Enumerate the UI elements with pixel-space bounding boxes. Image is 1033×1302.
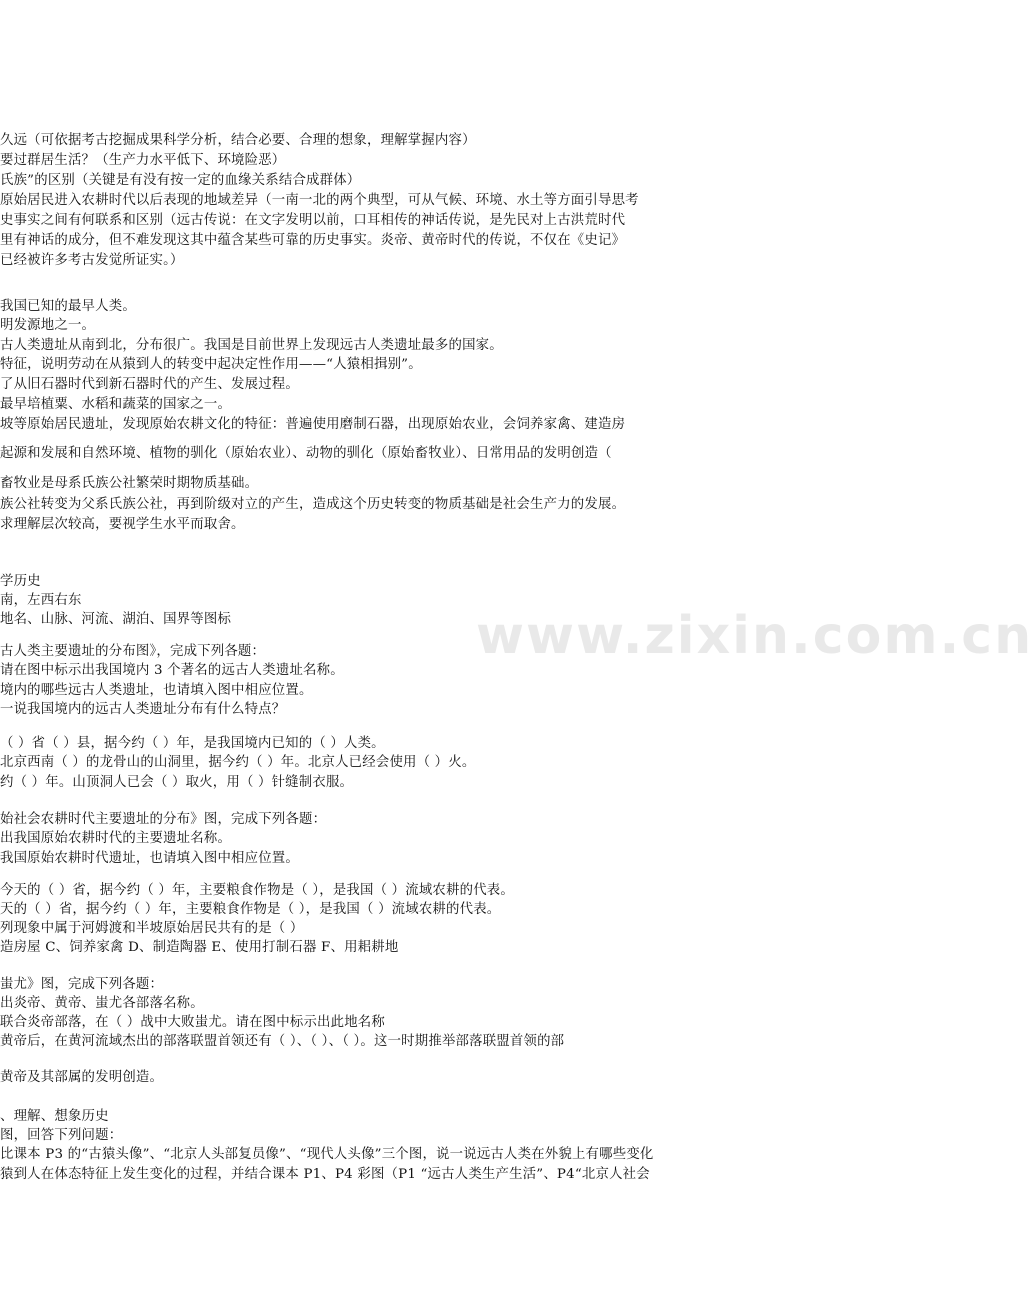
text-line: 黄帝后，在黄河流域杰出的部落联盟首领还有（ ）、（ ）、（ ）。这一时期推举部落联盟首领的部 [0, 1034, 565, 1049]
text-line: 北京西南（ ）的龙骨山的山洞里，据今约（ ）年。北京人已经会使用（ ）火。 [0, 755, 476, 770]
text-line: 联合炎帝部落，在（ ）战中大败蚩尤。请在图中标示出此地名称 [0, 1015, 385, 1030]
text-line: 学历史 [0, 574, 41, 589]
text-line: 蚩尤》图，完成下列各题： [0, 977, 164, 992]
text-line: 造房屋 C、饲养家禽 D、制造陶器 E、使用打制石器 F、用耜耕地 [0, 940, 399, 955]
text-line: 史事实之间有何联系和区别（远古传说：在文字发明以前，口耳相传的神话传说，是先民对上古洪荒时代 [0, 213, 626, 228]
text-line: 地名、山脉、河流、湖泊、国界等图标 [0, 612, 232, 627]
text-line: 南，左西右东 [0, 593, 82, 608]
text-line: 原始居民进入农耕时代以后表现的地域差异（一南一北的两个典型，可从气候、环境、水土等方面引导思考 [0, 193, 639, 208]
text-line: 我国原始农耕时代遗址，也请填入图中相应位置。 [0, 851, 299, 866]
text-line: 、理解、想象历史 [0, 1109, 109, 1124]
text-line: 族公社转变为父系氏族公社，再到阶级对立的产生，造成这个历史转变的物质基础是社会生产力的发展。 [0, 497, 626, 512]
text-line: 要过群居生活？（生产力水平低下、环境险恶） [0, 153, 286, 168]
text-line: 境内的哪些远古人类遗址，也请填入图中相应位置。 [0, 683, 313, 698]
text-line: 坡等原始居民遗址，发现原始农耕文化的特征：普遍使用磨制石器，出现原始农业，会饲养家禽、建造房 [0, 417, 626, 432]
text-line: 最早培植粟、水稻和蔬菜的国家之一。 [0, 397, 232, 412]
text-line: 求理解层次较高，要视学生水平而取舍。 [0, 517, 245, 532]
text-line: 天的（ ）省，据今约（ ）年，主要粮食作物是（ ），是我国（ ）流域农耕的代表。 [0, 902, 501, 917]
text-line: 里有神话的成分，但不难发现这其中蕴含某些可靠的历史事实。炎帝、黄帝时代的传说，不仅在《史记》 [0, 233, 626, 248]
text-line: 畜牧业是母系氏族公社繁荣时期物质基础。 [0, 476, 259, 491]
text-line: 比课本 P3 的“古猿头像”、“北京人头部复员像”、“现代人头像”三个图，说一说远古人类在外貌上有哪些变化 [0, 1147, 654, 1162]
text-line: 今天的（ ）省，据今约（ ）年，主要粮食作物是（ ），是我国（ ）流域农耕的代表。 [0, 883, 514, 898]
text-line: 明发源地之一。 [0, 318, 96, 333]
text-line: （ ）省（ ）县，据今约（ ）年，是我国境内已知的（ ）人类。 [0, 736, 385, 751]
text-line: 图，回答下列问题： [0, 1128, 123, 1143]
text-line: 猿到人在体态特征上发生变化的过程，并结合课本 P1、P4 彩图（P1 “远古人类生产生活”、P4“北京人社会 [0, 1167, 650, 1182]
text-line: 起源和发展和自然环境、植物的驯化（原始农业）、动物的驯化（原始畜牧业）、日常用品的发明创造（ [0, 446, 612, 461]
text-line: 已经被许多考古发觉所证实。） [0, 253, 184, 268]
watermark: www.zixin.com.cn [476, 606, 1033, 666]
text-line: 氏族”的区别（关键是有没有按一定的血缘关系结合成群体） [0, 173, 361, 188]
text-line: 特征，说明劳动在从猿到人的转变中起决定性作用——“人猿相揖别”。 [0, 357, 422, 372]
text-line: 始社会农耕时代主要遗址的分布》图，完成下列各题： [0, 812, 327, 827]
text-line: 古人类遗址从南到北，分布很广。我国是目前世界上发现远古人类遗址最多的国家。 [0, 338, 503, 353]
text-line: 出我国原始农耕时代的主要遗址名称。 [0, 831, 232, 846]
text-line: 古人类主要遗址的分布图》，完成下列各题： [0, 644, 266, 659]
text-line: 一说我国境内的远古人类遗址分布有什么特点？ [0, 702, 286, 717]
text-line: 了从旧石器时代到新石器时代的产生、发展过程。 [0, 377, 299, 392]
text-line: 约（ ）年。山顶洞人已会（ ）取火，用（ ）针缝制衣服。 [0, 775, 354, 790]
text-line: 黄帝及其部属的发明创造。 [0, 1070, 164, 1085]
text-line: 请在图中标示出我国境内 3 个著名的远古人类遗址名称。 [0, 663, 344, 678]
text-line: 出炎帝、黄帝、蚩尤各部落名称。 [0, 996, 204, 1011]
text-line: 我国已知的最早人类。 [0, 299, 136, 314]
text-line: 列现象中属于河姆渡和半坡原始居民共有的是（ ） [0, 921, 304, 936]
text-line: 久远（可依据考古挖掘成果科学分析，结合必要、合理的想象，理解掌握内容） [0, 133, 476, 148]
